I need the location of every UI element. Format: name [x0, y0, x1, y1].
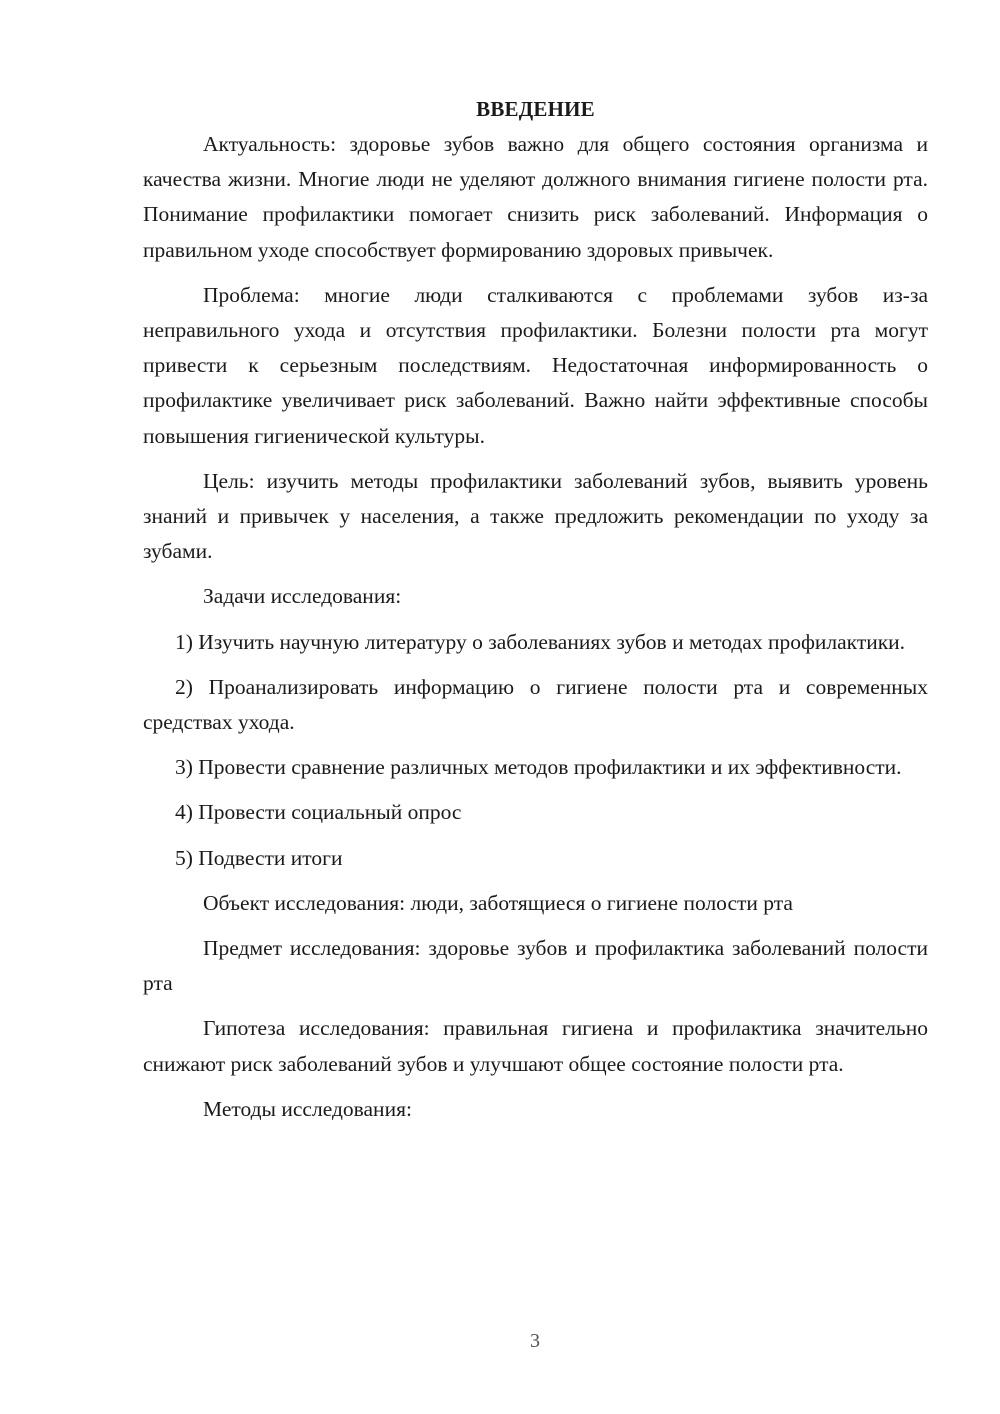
paragraph-goal: Цель: изучить методы профилактики заболеваний зубов, выявить уровень знаний и привычек у населения, а также предложить рекомендации по уходу за зубами. [143, 468, 928, 564]
task-item-3: 3) Провести сравнение различных методов профилактики и их эффективности. [175, 755, 902, 780]
paragraph-subject: Предмет исследования: здоровье зубов и профилактика заболеваний полости рта [143, 936, 928, 996]
task-item-4: 4) Провести социальный опрос [175, 800, 462, 825]
document-page [143, 92, 928, 1137]
page-number: 3 [530, 1330, 540, 1352]
paragraph-problem: Проблема: многие люди сталкиваются с проблемами зубов из-за неправильного ухода и отсутствия профилактики. Болезни полости рта могут привести к серьезным последствиям. Недостаточная информированность о профилактике увеличивает риск заболеваний. Важно найти эффективные способы повышения гигиенической культуры. [143, 282, 928, 448]
section-title: ВВЕДЕНИЕ [476, 97, 595, 121]
paragraph-relevance: Актуальность: здоровье зубов важно для общего состояния организма и качества жизни. Многие люди не уделяют должного внимания гигиене полости рта. Понимание профилактики помогает снизить риск заболеваний. Информация о правильном уходе способствует формированию здоровых привычек. [143, 132, 928, 262]
task-item-2: 2) Проанализировать информацию о гигиене полости рта и современных средствах ухода. [143, 674, 928, 735]
task-item-1: 1) Изучить научную литературу о заболеваниях зубов и методах профилактики. [175, 629, 906, 654]
methods-heading: Методы исследования: [203, 1096, 412, 1121]
tasks-heading: Задачи исследования: [203, 584, 402, 609]
paragraph-object: Объект исследования: люди, заботящиеся о гигиене полости рта [203, 890, 793, 915]
task-item-5: 5) Подвести итоги [175, 845, 343, 870]
paragraph-hypothesis: Гипотеза исследования: правильная гигиена и профилактика значительно снижают риск заболеваний зубов и улучшают общее состояние полости рта. [143, 1016, 928, 1076]
